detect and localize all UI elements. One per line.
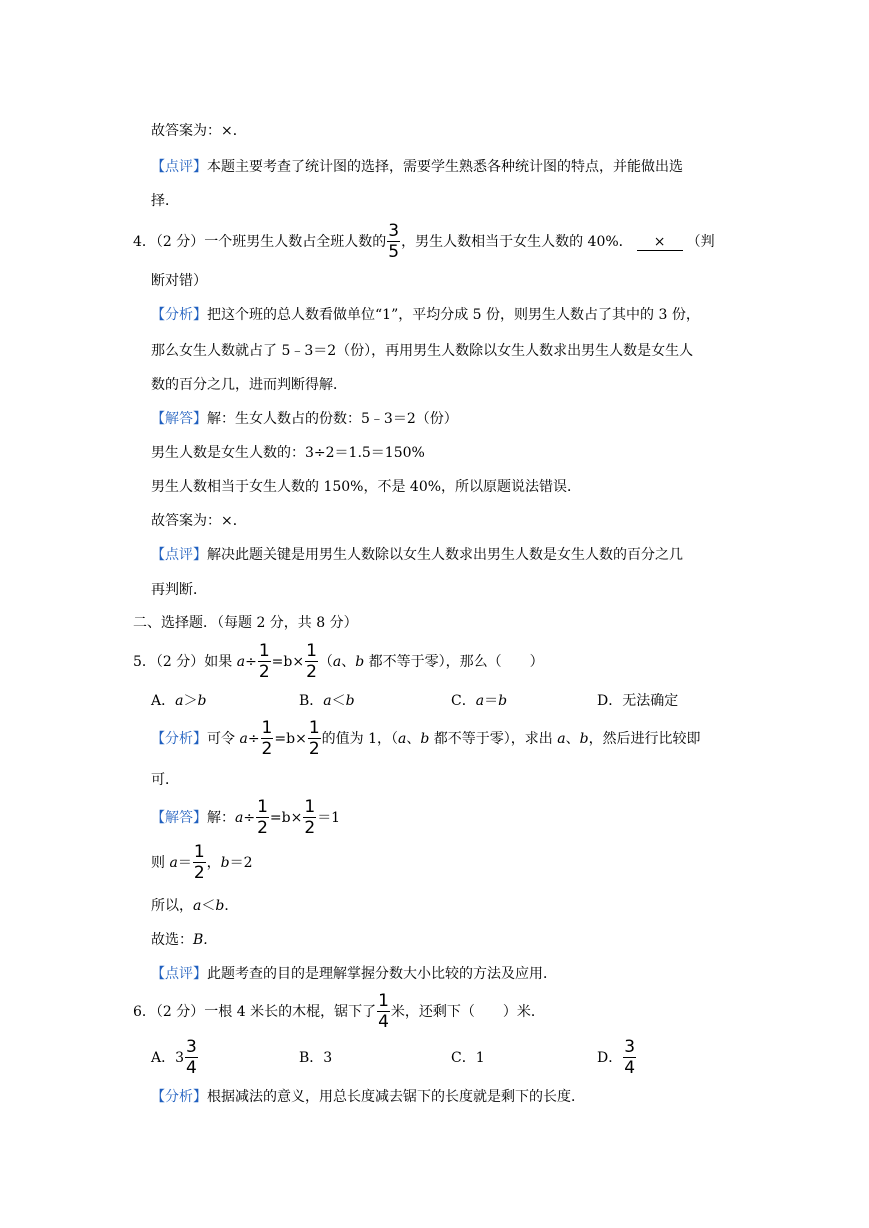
- relation: ＝: [484, 693, 499, 709]
- var-a: a: [557, 731, 566, 747]
- comment-tag: 【点评】: [151, 547, 207, 563]
- relation: ＜: [201, 898, 216, 914]
- var-b: b: [420, 731, 430, 747]
- div-sign: ÷: [243, 810, 256, 826]
- q4-analysis-2: 那么女生人数就占了 5﹣3＝2（份），再用男生人数除以女生人数求出男生人数是女生人: [151, 343, 694, 359]
- q5-so: [151, 896, 238, 916]
- eq-b: =b×: [269, 810, 303, 826]
- analysis-tag: 【分析】: [151, 731, 207, 747]
- q5-then: [151, 843, 253, 883]
- frac-num: 1: [258, 641, 270, 661]
- option-text: 无法确定: [622, 693, 679, 709]
- section-heading: 二、选择题．（每题 2 分，共 8 分）: [133, 615, 358, 631]
- frac-den: 2: [304, 818, 316, 838]
- comment-text: 本题主要考查了统计图的选择，需要学生熟悉各种统计图的特点，并能做出选: [207, 159, 683, 175]
- q4-stem-cont: 断对错）: [151, 273, 207, 289]
- analysis-text: 的值为 1，（: [321, 731, 398, 747]
- option-letter: D．: [597, 693, 623, 709]
- relation: ＜: [331, 693, 346, 709]
- option-d: [597, 691, 678, 711]
- var-a: a: [332, 654, 342, 670]
- then-text: ，: [206, 855, 221, 871]
- so-text: 所以，: [151, 898, 193, 914]
- frac-den: 2: [258, 662, 270, 682]
- analysis-tag: 【分析】: [151, 307, 207, 323]
- q5-analysis-2: 可．: [151, 772, 179, 788]
- q6-stem-b: 米，还剩下（ ）米．: [390, 1004, 545, 1020]
- option-b: [299, 691, 355, 711]
- frac-den: 4: [378, 1012, 389, 1032]
- q5-analysis: [151, 719, 701, 759]
- var-a: a: [239, 731, 248, 747]
- option-b: [299, 1048, 332, 1068]
- frac-den: 5: [388, 242, 400, 262]
- then-text: ＝2: [229, 855, 253, 871]
- relation: ＞: [183, 693, 198, 709]
- var-a: a: [175, 693, 184, 709]
- var-a: a: [235, 810, 244, 826]
- q4-analysis-3: 数的百分之几，进而判断得解．: [151, 377, 347, 393]
- q4-fraction: [387, 223, 400, 261]
- fraction-half: [303, 799, 316, 837]
- q3-answer: 故答案为：×．: [151, 123, 247, 139]
- comment-tag: 【点评】: [151, 966, 207, 982]
- frac-den: 2: [308, 739, 320, 759]
- var-a: a: [193, 898, 202, 914]
- var-b: b: [215, 898, 225, 914]
- frac-num: 1: [261, 718, 273, 738]
- fraction-half: [305, 643, 318, 681]
- option-letter: B．: [299, 693, 324, 709]
- q4-solution-3: 男生人数相当于女生人数的 150%，不是 40%，所以原题说法错误．: [151, 479, 582, 495]
- analysis-text: 可令: [207, 731, 240, 747]
- q6-stem: [133, 992, 545, 1032]
- analysis-text: 根据减法的意义，用总长度减去锯下的长度就是剩下的长度．: [207, 1089, 585, 1105]
- var-a: a: [236, 654, 246, 670]
- fraction-half: [193, 844, 206, 882]
- comment-text: 解决此题关键是用男生人数除以女生人数求出男生人数是女生人数的百分之几: [207, 547, 683, 563]
- q6-stem-a: 6．（2 分）一根 4 米长的木棍，锯下了: [133, 1004, 377, 1020]
- var-b: b: [579, 731, 589, 747]
- option-d: [597, 1038, 637, 1078]
- frac-num: 3: [186, 1037, 197, 1057]
- fraction-half: [308, 720, 321, 758]
- so-text: ．: [224, 898, 239, 914]
- var-b: b: [220, 855, 230, 871]
- option-letter: A．: [151, 1050, 176, 1066]
- q4-stem-a: 4．（2 分）一个班男生人数占全班人数的: [133, 234, 387, 250]
- frac-num: 1: [306, 641, 317, 661]
- frac-den: 2: [306, 662, 317, 682]
- var-a: a: [169, 855, 178, 871]
- frac-den: 2: [261, 739, 273, 759]
- fraction-half: [256, 799, 269, 837]
- option-a: [151, 691, 206, 711]
- div-sign: ÷: [245, 654, 257, 670]
- var-a: a: [475, 693, 485, 709]
- q5-suffix-1: （: [318, 654, 333, 670]
- frac-num: 3: [624, 1037, 636, 1057]
- solution-text: ＝1: [317, 810, 341, 826]
- q4-comment-2: 再判断．: [151, 582, 207, 598]
- option-text: 3: [323, 1050, 333, 1066]
- option-letter: B．: [299, 1050, 324, 1066]
- option-c: [451, 1048, 485, 1068]
- div-sign: ÷: [247, 731, 260, 747]
- var-b: b: [345, 693, 355, 709]
- analysis-text: 、: [565, 731, 580, 747]
- option-a: [151, 1038, 199, 1078]
- q6-fraction: [377, 993, 390, 1031]
- frac-den: 4: [624, 1058, 636, 1078]
- var-a: a: [323, 693, 332, 709]
- fraction-half: [258, 643, 271, 681]
- answer-blank: ×: [637, 234, 683, 251]
- q5-suffix-2: 、: [341, 654, 356, 670]
- analysis-text: 、: [406, 731, 421, 747]
- comment-tag: 【点评】: [151, 159, 207, 175]
- frac-num: 1: [378, 991, 389, 1011]
- fraction-half: [261, 720, 274, 758]
- frac-num: 3: [388, 221, 400, 241]
- mixed-whole: 3: [175, 1050, 185, 1066]
- var-b: b: [498, 693, 508, 709]
- q5-stem-prefix: 5．（2 分）如果: [133, 654, 237, 670]
- analysis-tag: 【分析】: [151, 1089, 207, 1105]
- option-text: 1: [475, 1050, 485, 1066]
- q4-stem-b: ，男生人数相当于女生人数的 40%．: [401, 234, 633, 250]
- q5-solution: [151, 798, 340, 838]
- q3-comment: [151, 157, 683, 177]
- q4-stem-c: （判: [686, 234, 715, 250]
- then-text: 则: [151, 855, 170, 871]
- q5-comment: [151, 964, 557, 984]
- solution-tag: 【解答】: [151, 810, 207, 826]
- solution-text: 解：: [207, 810, 235, 826]
- frac-den: 4: [186, 1058, 197, 1078]
- q5-suffix-3: 都不等于零），那么（ ）: [364, 654, 544, 670]
- option-letter: D．: [597, 1050, 623, 1066]
- analysis-text: 把这个班的总人数看做单位“1”，平均分成 5 份，则男生人数占了其中的 3 份，: [207, 307, 700, 323]
- frac-num: 1: [304, 797, 316, 817]
- q5-choice: [151, 930, 208, 950]
- q5-stem: [133, 642, 544, 682]
- frac-den: 2: [257, 818, 268, 838]
- option-letter: A．: [151, 693, 176, 709]
- frac-den: 2: [193, 863, 205, 883]
- frac-num: 1: [308, 718, 320, 738]
- option-fraction: [185, 1039, 198, 1077]
- q4-comment: [151, 545, 683, 565]
- choice-value: B.: [193, 932, 208, 948]
- analysis-text: 都不等于零），求出: [429, 731, 558, 747]
- q4-answer: 故答案为：×．: [151, 513, 247, 529]
- frac-num: 1: [193, 842, 205, 862]
- then-text: ＝: [177, 855, 192, 871]
- var-b: b: [355, 654, 365, 670]
- option-letter: C．: [451, 693, 476, 709]
- option-fraction: [623, 1039, 636, 1077]
- option-c: [451, 691, 507, 711]
- solution-text: 解：生女人数占的份数：5﹣3＝2（份）: [207, 411, 458, 427]
- q4-solution-2: 男生人数是女生人数的：3÷2＝1.5＝150%: [151, 445, 425, 461]
- q4-stem: [133, 222, 715, 262]
- comment-text: 此题考查的目的是理解掌握分数大小比较的方法及应用．: [207, 966, 557, 982]
- q3-comment-cont: 择．: [151, 193, 179, 209]
- choice-text: 故选：: [151, 932, 193, 948]
- eq-b: =b×: [271, 654, 305, 670]
- var-a: a: [398, 731, 407, 747]
- frac-num: 1: [257, 797, 268, 817]
- analysis-text: ，然后进行比较即: [588, 731, 701, 747]
- q4-solution: [151, 409, 458, 429]
- q4-analysis: [151, 305, 700, 325]
- q6-analysis: [151, 1087, 585, 1107]
- var-b: b: [197, 693, 207, 709]
- solution-tag: 【解答】: [151, 411, 207, 427]
- eq-b: =b×: [274, 731, 307, 747]
- option-letter: C．: [451, 1050, 476, 1066]
